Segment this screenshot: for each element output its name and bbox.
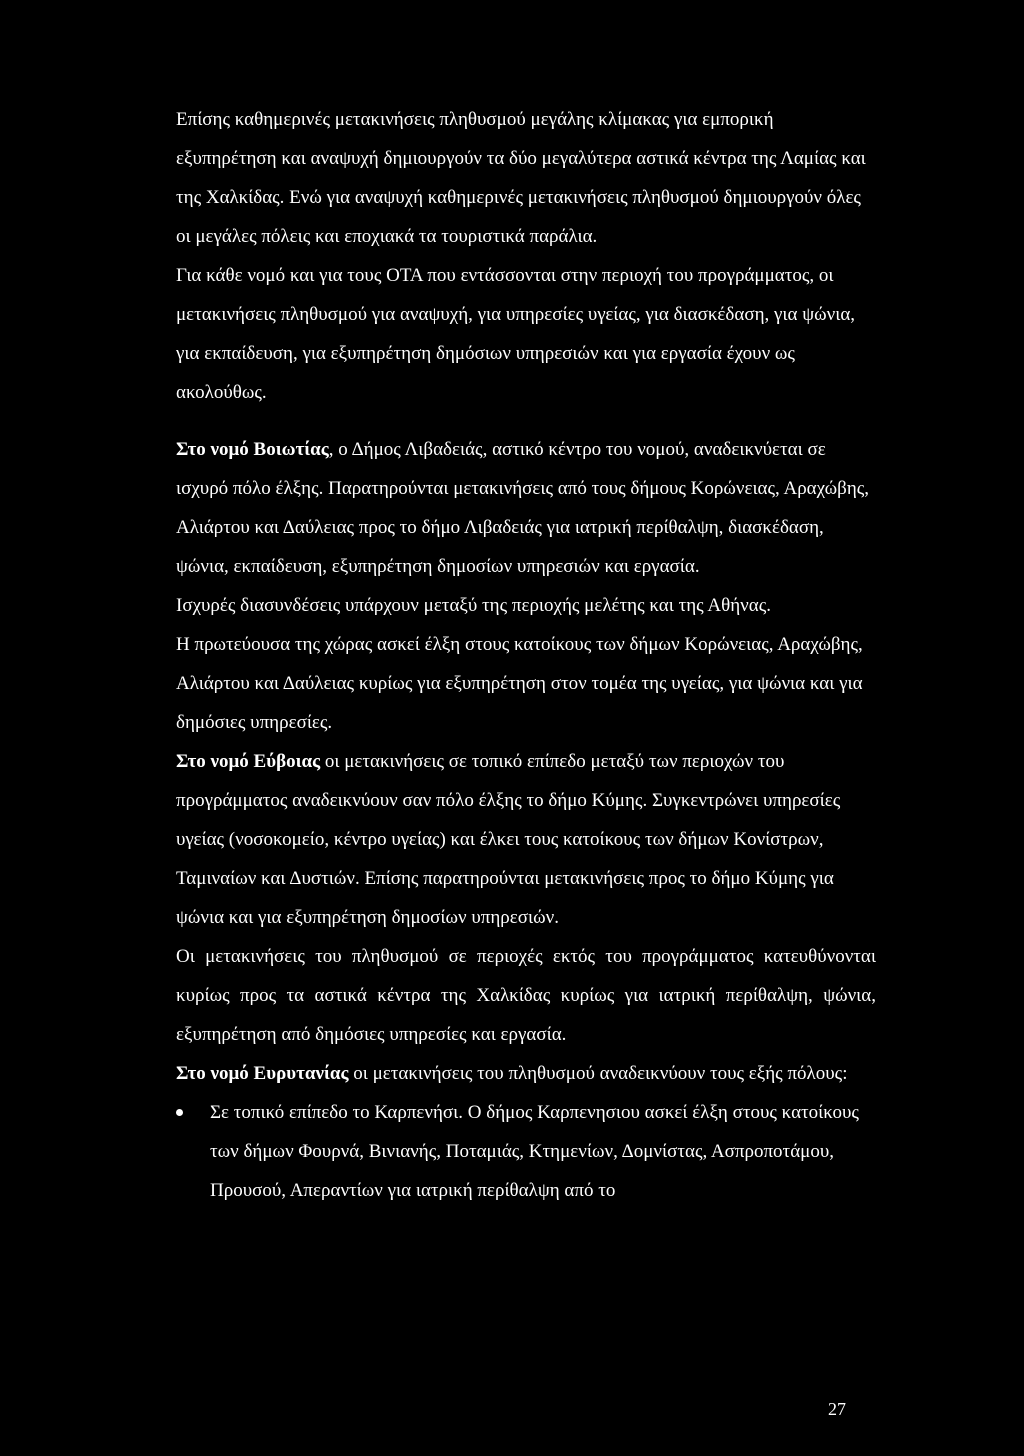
paragraph-8 — [176, 1054, 876, 1093]
paragraph-3 — [176, 430, 876, 586]
paragraph-2: Για κάθε νομό και για τους ΟΤΑ που εντάσσονται στην περιοχή του προγράμματος, οι μετακινήσεις πληθυσμού για αναψυχή, για υπηρεσίες υγείας, για διασκέδαση, για ψώνια, για εκπαίδευση, για εξυπηρέτηση δημόσιων υπηρεσιών και για εργασία έχουν ως ακολούθως. — [176, 265, 856, 403]
heading-evrytania: Στο νομό Ευρυτανίας — [176, 1063, 349, 1084]
paragraph-3-text: , ο Δήμος Λιβαδειάς, αστικό κέντρο του νομού, αναδεικνύεται σε ισχυρό πόλο έλξης. Παρατηρούνται μετακινήσεις από τους δήμους Κορώνειας, Αραχώβης, Αλιάρτου και Δαύλειας προς το δήμο Λιβαδειάς για ιατρική περίθαλψη, διασκέδαση, ψώνια, εκπαίδευση, εξυπηρέτηση δημοσίων υπηρεσιών και εργασία. — [176, 439, 870, 577]
paragraph-5: Η πρωτεύουσα της χώρας ασκεί έλξη στους κατοίκους των δήμων Κορώνειας, Αραχώβης, Αλιάρτου και Δαύλειας κυρίως για εξυπηρέτηση στον τομέα της υγείας, για ψώνια και για δημόσιες υπηρεσίες. — [176, 634, 863, 733]
list-item — [176, 1093, 876, 1210]
paragraph-8-text: οι μετακινήσεις του πληθυσμού αναδεικνύουν τους εξής πόλους: — [348, 1063, 848, 1084]
heading-voiotia: Στο νομό Βοιωτίας — [176, 439, 329, 460]
document-body — [176, 100, 876, 1210]
bullet-icon — [176, 1109, 183, 1116]
paragraph-6-text: οι μετακινήσεις σε τοπικό επίπεδο μεταξύ των περιοχών του προγράμματος αναδεικνύουν σαν πόλο έλξης το δήμο Κύμης. Συγκεντρώνει υπηρεσίες υγείας (νοσοκομείο, κέντρο υγείας) και έλκει τους κατοίκους των δήμων Κονίστρων, Ταμιναίων και Δυστιών. Επίσης παρατηρούνται μετακινήσεις προς το δήμο Κύμης για ψώνια και για εξυπηρέτηση δημοσίων υπηρεσιών. — [176, 751, 841, 928]
page-number: 27 — [828, 1399, 846, 1419]
list-item-text: Σε τοπικό επίπεδο το Καρπενήσι. Ο δήμος Καρπενησιου ασκεί έλξη στους κατοίκους των δήμων Φουρνά, Βινιανής, Ποταμιάς, Κτημενίων, Δομνίστας, Ασπροποτάμου, Προυσού, Απεραντίων για ιατρική περίθαλψη από το — [210, 1102, 859, 1201]
paragraph-4: Ισχυρές διασυνδέσεις υπάρχουν μεταξύ της περιοχής μελέτης και της Αθήνας. — [176, 595, 771, 616]
paragraph-1: Επίσης καθημερινές μετακινήσεις πληθυσμού μεγάλης κλίμακας για εμπορική εξυπηρέτηση και αναψυχή δημιουργούν τα δύο μεγαλύτερα αστικά κέντρα της Λαμίας και της Χαλκίδας. Ενώ για αναψυχή καθημερινές μετακινήσεις πληθυσμού δημιουργούν όλες οι μεγάλες πόλεις και εποχιακά τα τουριστικά παράλια. — [176, 109, 866, 247]
bullet-list — [176, 1093, 876, 1210]
paragraph-6 — [176, 742, 876, 937]
heading-evia: Στο νομό Εύβοιας — [176, 751, 321, 772]
paragraph-7: Οι μετακινήσεις του πληθυσμού σε περιοχές εκτός του προγράμματος κατευθύνονται κυρίως προς τα αστικά κέντρα της Χαλκίδας κυρίως για ιατρική περίθαλψη, ψώνια, εξυπηρέτηση από δημόσιες υπηρεσίες και εργασία. — [176, 946, 876, 1045]
